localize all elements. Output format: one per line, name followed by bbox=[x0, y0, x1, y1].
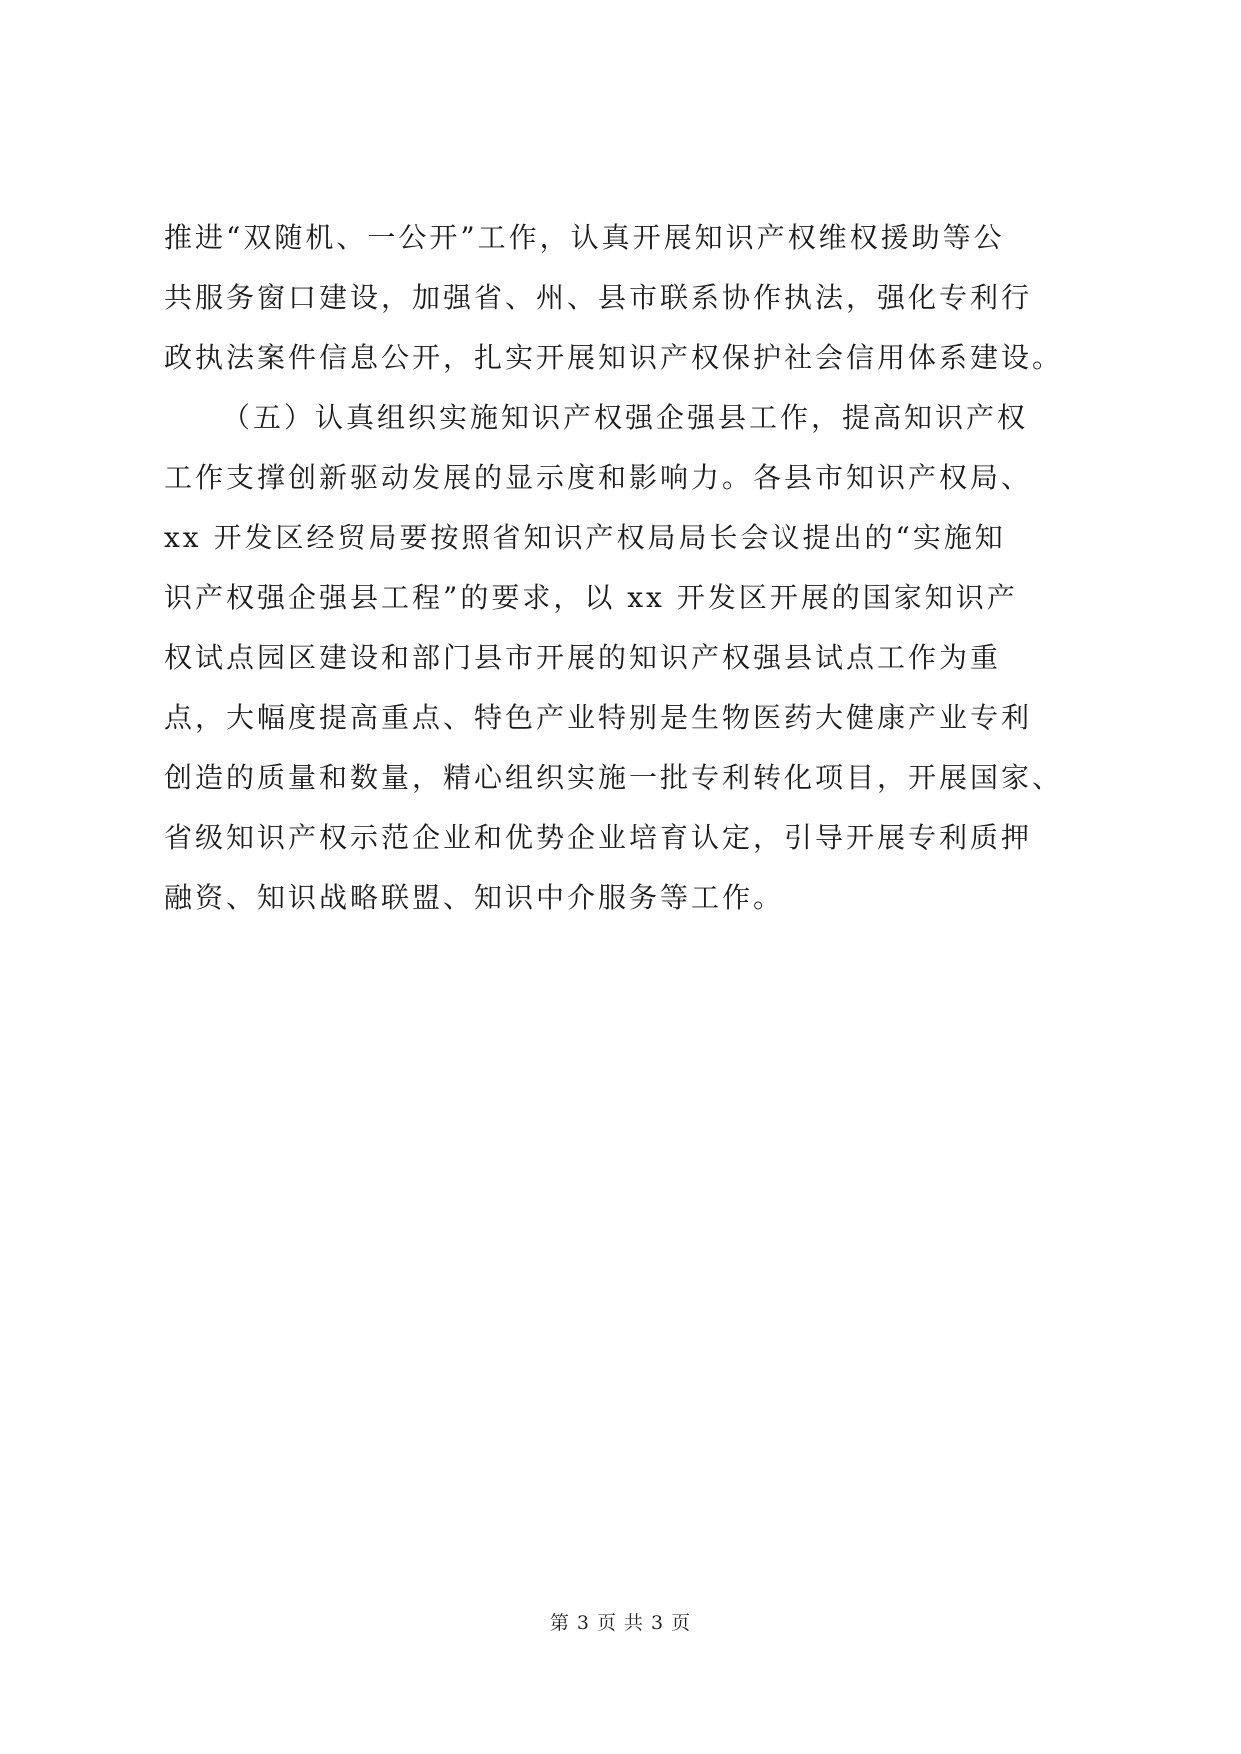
text-line: 政执法案件信息公开，扎实开展知识产权保护社会信用体系建设。 bbox=[164, 341, 1064, 374]
text-line: 融资、知识战略联盟、知识中介服务等工作。 bbox=[164, 881, 785, 914]
text-line: 识产权强企强县工程”的要求，以 xx 开发区开展的国家知识产 bbox=[164, 581, 1018, 614]
text-line: 工作支撑创新驱动发展的显示度和影响力。各县市知识产权局、 bbox=[164, 461, 1033, 494]
section-heading-line: （五）认真组织实施知识产权强企强县工作，提高知识产权 bbox=[222, 401, 1029, 434]
document-body bbox=[164, 208, 1084, 928]
page-number-footer: 第 3 页 共 3 页 bbox=[549, 1612, 692, 1634]
text-line: 创造的质量和数量，精心组织实施一批专利转化项目，开展国家、 bbox=[164, 761, 1064, 794]
text-line: 推进“双随机、一公开”工作，认真开展知识产权维权援助等公 bbox=[164, 221, 1005, 254]
text-line: 点，大幅度提高重点、特色产业特别是生物医药大健康产业专利 bbox=[164, 701, 1033, 734]
text-line: xx 开发区经贸局要按照省知识产权局局长会议提出的“实施知 bbox=[164, 521, 1006, 554]
text-line: 权试点园区建设和部门县市开展的知识产权强县试点工作为重 bbox=[164, 641, 1002, 674]
text-line: 共服务窗口建设，加强省、州、县市联系协作执法，强化专利行 bbox=[164, 281, 1033, 314]
text-line: 省级知识产权示范企业和优势企业培育认定，引导开展专利质押 bbox=[164, 821, 1033, 854]
